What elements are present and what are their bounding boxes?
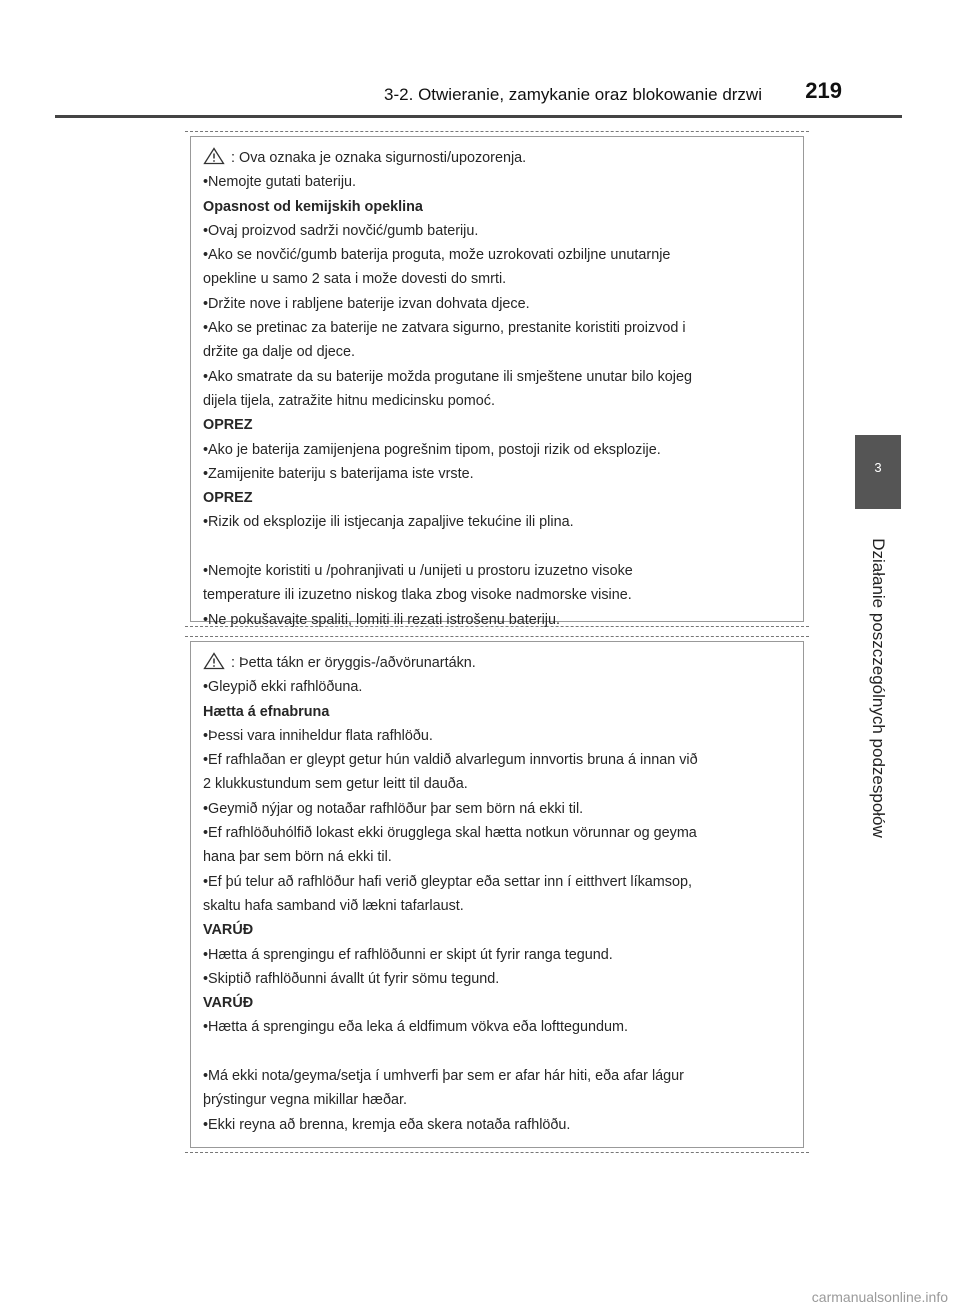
chapter-tab-number: 3 bbox=[874, 460, 882, 475]
warning-text-croatian bbox=[203, 146, 789, 632]
text-line: •Gleypið ekki rafhlöðuna. bbox=[203, 679, 363, 696]
warning-box-icelandic bbox=[185, 636, 809, 1153]
chapter-tab bbox=[855, 435, 901, 509]
text-line: •Þessi vara inniheldur flata rafhlöðu. bbox=[203, 727, 433, 744]
text-line: 2 klukkustundum sem getur leitt til dauða. bbox=[203, 776, 468, 793]
text-line: •Hætta á sprengingu eða leka á eldfimum vökva eða lofttegundum. bbox=[203, 1019, 629, 1036]
text-line: •Zamijenite bateriju s baterijama iste vrste. bbox=[203, 465, 474, 482]
text-line: •Nemojte koristiti u /pohranjivati u /unijeti u prostoru izuzetno visoke bbox=[203, 563, 633, 580]
blank-line bbox=[203, 535, 789, 559]
text-line: temperature ili izuzetno niskog tlaka zbog visoke nadmorske visine. bbox=[203, 587, 632, 604]
warning-triangle-icon bbox=[203, 652, 225, 670]
symbol-meaning: : Þetta tákn er öryggis-/aðvörunartákn. bbox=[231, 655, 476, 671]
warning-box-frame bbox=[190, 136, 804, 628]
page-header bbox=[0, 78, 842, 114]
text-line: •Ne pokušavajte spaliti, lomiti ili rezati istrošenu bateriju. bbox=[203, 611, 560, 628]
text-line: •Skiptið rafhlöðunni ávallt út fyrir sömu tegund. bbox=[203, 970, 500, 987]
blank-line bbox=[203, 1040, 789, 1064]
text-line: •Hætta á sprengingu ef rafhlöðunni er skipt út fyrir ranga tegund. bbox=[203, 946, 613, 963]
caution-heading: VARÚÐ bbox=[203, 995, 254, 1012]
text-line: •Ako se pretinac za baterije ne zatvara sigurno, prestanite koristiti proizvod i bbox=[203, 320, 686, 337]
text-line: •Rizik od eksplozije ili istjecanja zapaljive tekućine ili plina. bbox=[203, 514, 574, 531]
warning-triangle-icon bbox=[203, 147, 225, 165]
caution-heading: OPREZ bbox=[203, 490, 253, 507]
text-line: •Ako smatrate da su baterije možda progutane ili smještene unutar bilo kojeg bbox=[203, 368, 692, 385]
text-line: •Ekki reyna að brenna, kremja eða skera notaða rafhlöðu. bbox=[203, 1116, 571, 1133]
section-heading: Opasnost od kemijskih opeklina bbox=[203, 198, 423, 215]
page-number: 219 bbox=[805, 78, 842, 103]
text-line: •Ef rafhlaðan er gleypt getur hún valdið alvarlegum innvortis bruna á innan við bbox=[203, 752, 698, 769]
text-line: •Geymið nýjar og notaðar rafhlöður þar sem börn ná ekki til. bbox=[203, 800, 584, 817]
watermark: carmanualsonline.info bbox=[811, 1289, 948, 1305]
symbol-line bbox=[203, 651, 789, 675]
text-line: •Nemojte gutati bateriju. bbox=[203, 174, 357, 191]
warning-text-icelandic bbox=[203, 651, 789, 1137]
text-line: skaltu hafa samband við lækni tafarlaust. bbox=[203, 897, 464, 914]
text-line: •Ako je baterija zamijenjena pogrešnim tipom, postoji rizik od eksplozije. bbox=[203, 441, 661, 458]
section-heading: Hætta á efnabruna bbox=[203, 703, 330, 720]
symbol-line bbox=[203, 146, 789, 170]
text-line: •Ef þú telur að rafhlöður hafi verið gleyptar eða settar inn í eitthvert líkamsop, bbox=[203, 873, 692, 890]
text-line: opekline u samo 2 sata i može dovesti do smrti. bbox=[203, 271, 507, 288]
warning-box-croatian bbox=[185, 131, 809, 627]
text-line: držite ga dalje od djece. bbox=[203, 344, 356, 361]
symbol-meaning: : Ova oznaka je oznaka sigurnosti/upozorenja. bbox=[231, 150, 527, 166]
text-line: •Ef rafhlöðuhólfið lokast ekki örugglega skal hætta notkun vörunnar og geyma bbox=[203, 825, 697, 842]
text-line: •Ovaj proizvod sadrži novčić/gumb bateriju. bbox=[203, 222, 479, 239]
header-divider bbox=[55, 115, 902, 118]
text-line: •Držite nove i rabljene baterije izvan dohvata djece. bbox=[203, 295, 530, 312]
text-line: •Ako se novčić/gumb baterija proguta, može uzrokovati ozbiljne unutarnje bbox=[203, 247, 671, 264]
caution-heading: OPREZ bbox=[203, 417, 253, 434]
text-line: þrýstingur vegna mikillar hæðar. bbox=[203, 1092, 407, 1109]
chapter-title: 3-2. Otwieranie, zamykanie oraz blokowanie drzwi bbox=[384, 85, 762, 104]
chapter-side-label: Działanie poszczególnych podzespołów bbox=[869, 538, 888, 838]
warning-box-frame bbox=[190, 641, 804, 1148]
caution-heading: VARÚÐ bbox=[203, 922, 254, 939]
text-line: hana þar sem börn ná ekki til. bbox=[203, 849, 392, 866]
text-line: dijela tijela, zatražite hitnu medicinsku pomoć. bbox=[203, 392, 495, 409]
text-line: •Má ekki nota/geyma/setja í umhverfi þar sem er afar hár hiti, eða afar lágur bbox=[203, 1068, 684, 1085]
